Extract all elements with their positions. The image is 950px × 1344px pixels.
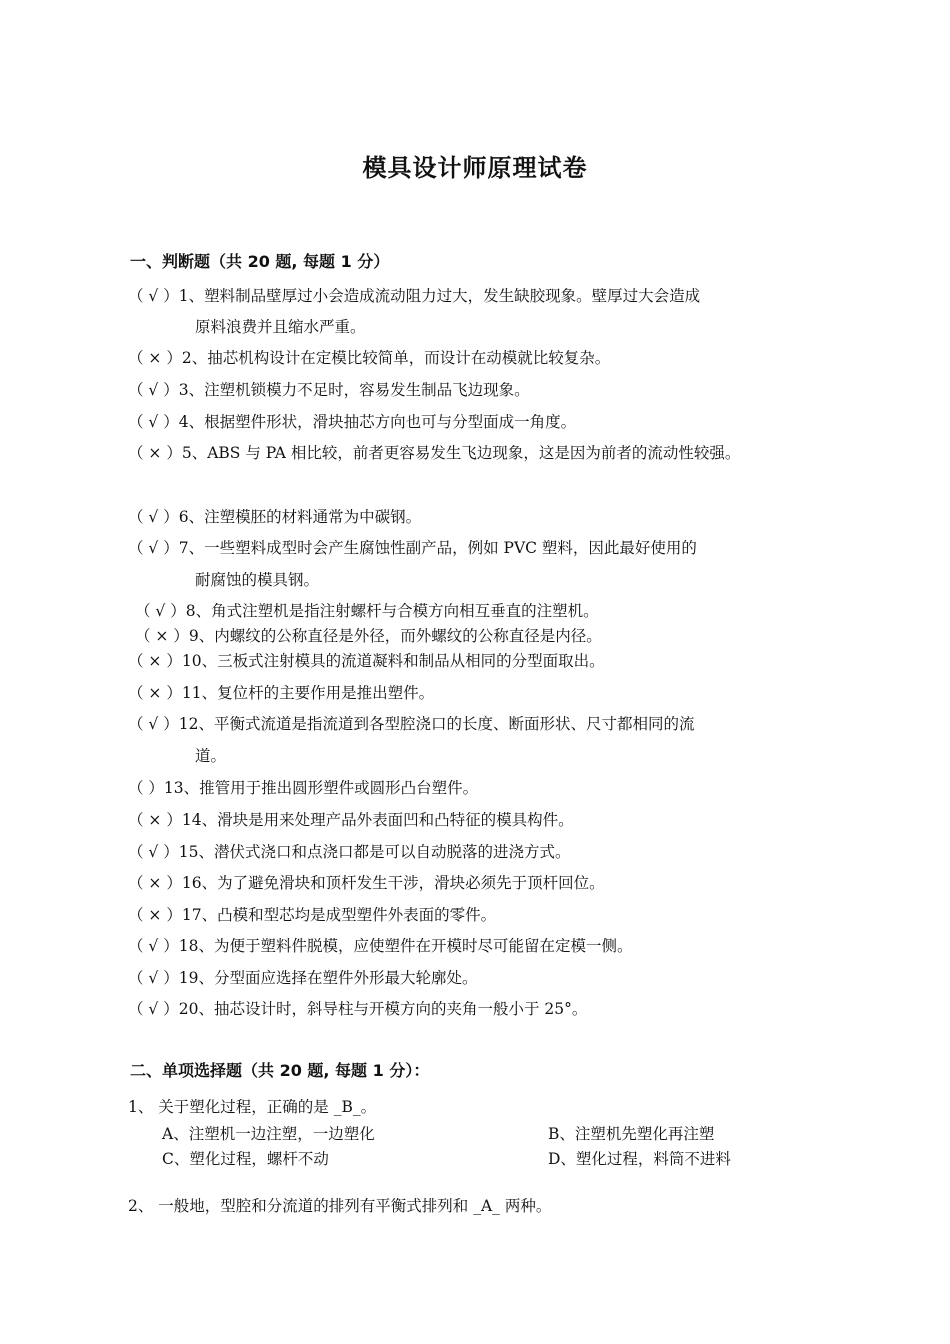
question-12-line-1: （ √ ）12、平衡式流道是指流道到各型腔浇口的长度、断面形状、尺寸都相同的流 xyxy=(128,715,695,733)
question-10: （ × ）10、三板式注射模具的流道凝料和制品从相同的分型面取出。 xyxy=(128,652,605,670)
mc-question-1-option-a: A、注塑机一边注塑，一边塑化 xyxy=(162,1125,375,1143)
question-11: （ × ）11、复位杆的主要作用是推出塑件。 xyxy=(128,684,435,702)
question-15: （ √ ）15、潜伏式浇口和点浇口都是可以自动脱落的进浇方式。 xyxy=(128,843,571,861)
question-3: （ √ ）3、注塑机锁模力不足时，容易发生制品飞边现象。 xyxy=(128,381,530,399)
question-12-line-2: 道。 xyxy=(195,747,227,765)
question-4: （ √ ）4、根据塑件形状，滑块抽芯方向也可与分型面成一角度。 xyxy=(128,413,577,431)
mc-question-2-stem: 2、 一般地，型腔和分流道的排列有平衡式排列和 _A_ 两种。 xyxy=(128,1197,552,1215)
question-20: （ √ ）20、抽芯设计时，斜导柱与开模方向的夹角一般小于 25°。 xyxy=(128,1000,588,1018)
question-8: （ √ ）8、角式注塑机是指注射螺杆与合模方向相互垂直的注塑机。 xyxy=(135,602,599,620)
question-7-line-2: 耐腐蚀的模具钢。 xyxy=(195,571,320,589)
page-title: 模具设计师原理试卷 xyxy=(362,154,588,182)
question-13: （ ）13、推管用于推出圆形塑件或圆形凸台塑件。 xyxy=(128,779,479,797)
section-heading-multiple-choice: 二、单项选择题（共 20 题, 每题 1 分）： xyxy=(130,1061,430,1080)
mc-question-1-option-d: D、塑化过程，料筒不进料 xyxy=(548,1150,731,1168)
question-19: （ √ ）19、分型面应选择在塑件外形最大轮廓处。 xyxy=(128,969,478,987)
question-1-line-2: 原料浪费并且缩水严重。 xyxy=(195,318,366,336)
question-7-line-1: （ √ ）7、一些塑料成型时会产生腐蚀性副产品，例如 PVC 塑料，因此最好使用的 xyxy=(128,539,697,557)
question-6: （ √ ）6、注塑模胚的材料通常为中碳钢。 xyxy=(128,508,422,526)
mc-question-1-stem: 1、 关于塑化过程，正确的是 _B_。 xyxy=(128,1098,377,1116)
question-18: （ √ ）18、为便于塑料件脱模，应使塑件在开模时尽可能留在定模一侧。 xyxy=(128,937,633,955)
question-14: （ × ）14、滑块是用来处理产品外表面凹和凸特征的模具构件。 xyxy=(128,811,574,829)
section-heading-true-false: 一、判断题（共 20 题, 每题 1 分） xyxy=(130,252,390,271)
question-5: （ × ）5、ABS 与 PA 相比较，前者更容易发生飞边现象，这是因为前者的流动性较强。 xyxy=(128,444,741,462)
mc-question-1-option-b: B、注塑机先塑化再注塑 xyxy=(548,1125,715,1143)
question-17: （ × ）17、凸模和型芯均是成型塑件外表面的零件。 xyxy=(128,906,497,924)
mc-question-1-option-c: C、塑化过程，螺杆不动 xyxy=(162,1150,329,1168)
question-16: （ × ）16、为了避免滑块和顶杆发生干涉，滑块必须先于顶杆回位。 xyxy=(128,874,605,892)
question-1-line-1: （ √ ）1、塑料制品壁厚过小会造成流动阻力过大，发生缺胶现象。壁厚过大会造成 xyxy=(128,287,701,305)
question-9: （ × ）9、内螺纹的公称直径是外径，而外螺纹的公称直径是内径。 xyxy=(135,627,602,645)
question-2: （ × ）2、抽芯机构设计在定模比较简单，而设计在动模就比较复杂。 xyxy=(128,349,611,367)
